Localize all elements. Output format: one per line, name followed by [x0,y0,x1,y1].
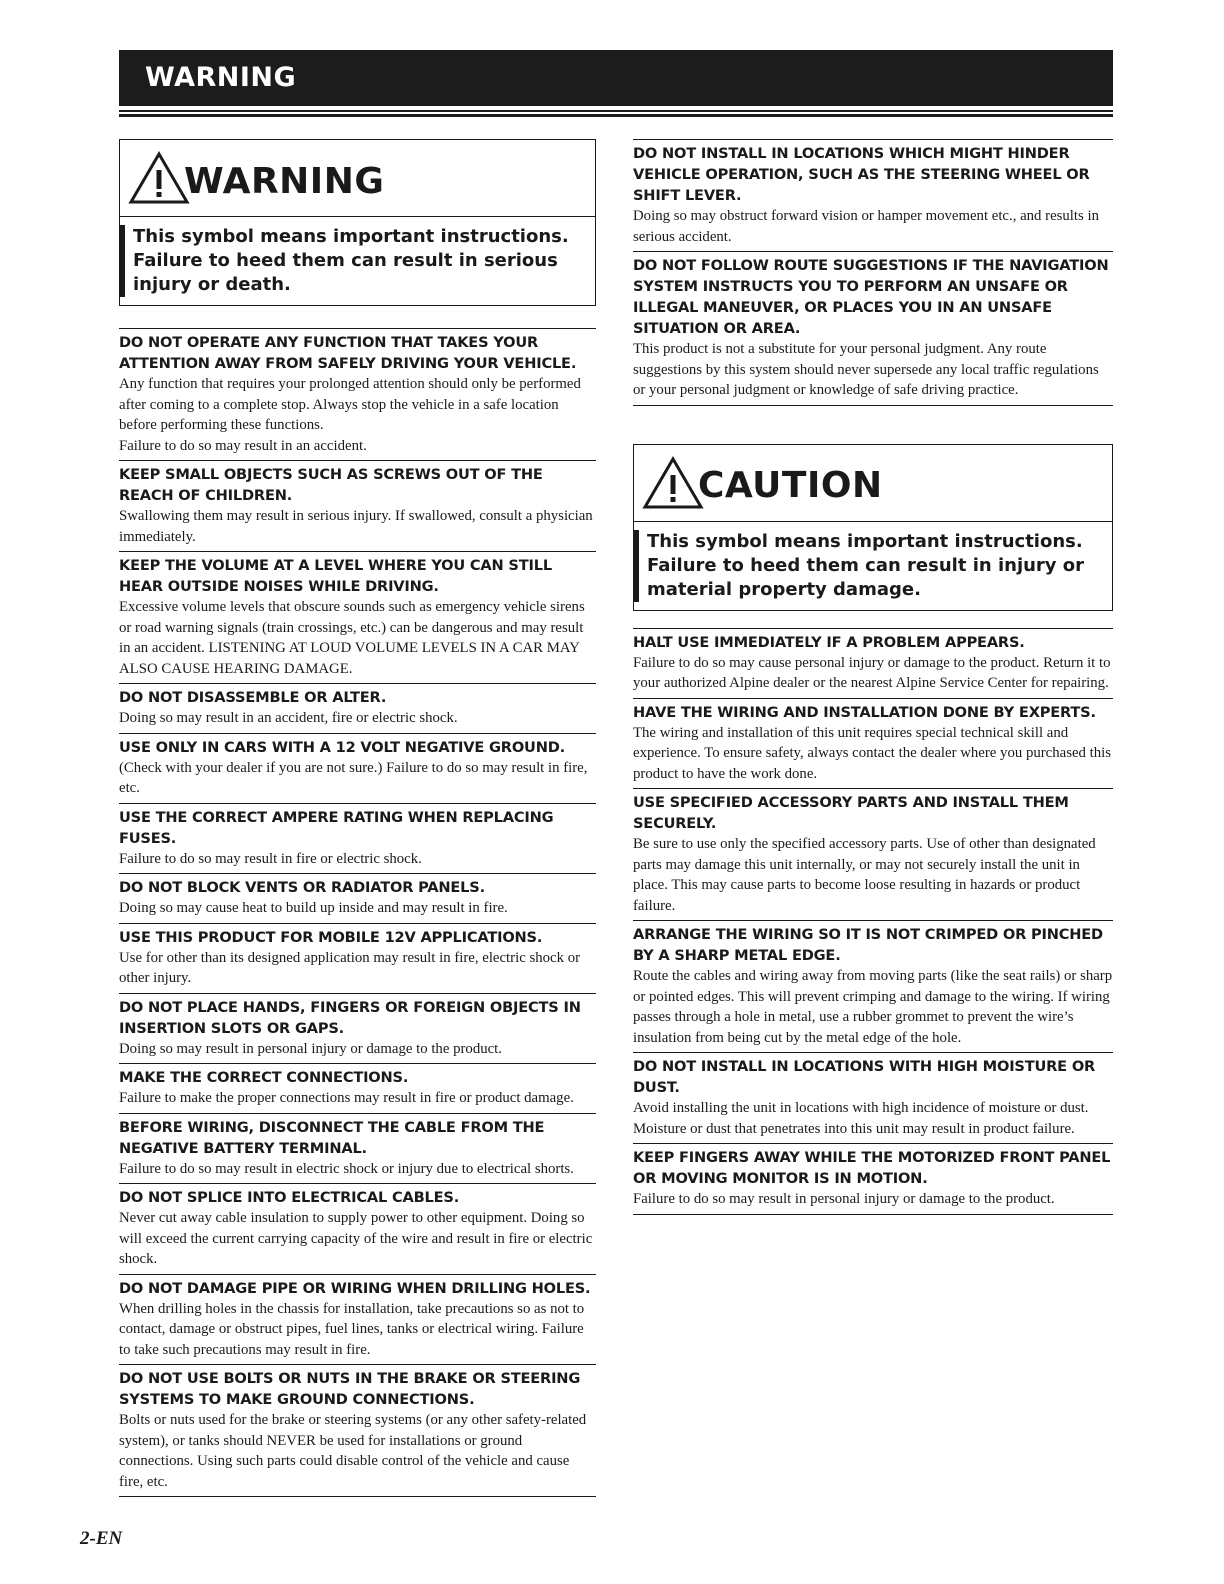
warning-item-title: BEFORE WIRING, DISCONNECT THE CABLE FROM THE NEGATIVE BATTERY TERMINAL. [119,1118,545,1157]
warning-item [633,251,1113,406]
caution-description: This symbol means important instructions. Failure to heed them can result in injury or material property damage. [647,530,1085,600]
warning-symbol-box [119,139,596,306]
caution-item [633,698,1113,789]
warning-description: This symbol means important instructions. Failure to heed them can result in serious injury or death. [133,226,569,295]
caution-item-title: DO NOT INSTALL IN LOCATIONS WITH HIGH MOISTURE OR DUST. [633,1058,1096,1096]
caution-item [633,628,1113,698]
caution-item-title: USE SPECIFIED ACCESSORY PARTS AND INSTALL THEM SECURELY. [633,794,1069,832]
warning-item-title: DO NOT SPLICE INTO ELECTRICAL CABLES. [119,1189,460,1206]
caution-triangle-icon [642,456,704,510]
right-column [633,139,1113,1215]
caution-item-body: Failure to do so may cause personal injury or damage to the product. Return it to your authorized Alpine dealer or the nearest Alpine Service Center for repairing. [633,654,1111,691]
caution-symbol-box [633,444,1113,611]
section-title: WARNING [145,62,297,93]
warning-item-title: DO NOT INSTALL IN LOCATIONS WHICH MIGHT HINDER VEHICLE OPERATION, SUCH AS THE STEERING WHEEL OR SHIFT LEVER. [633,145,1090,204]
caution-item [633,920,1113,1052]
warning-item-title: MAKE THE CORRECT CONNECTIONS. [119,1069,409,1086]
warning-item-title: KEEP SMALL OBJECTS SUCH AS SCREWS OUT OF THE REACH OF CHILDREN. [119,466,543,504]
caution-heading: CAUTION [698,465,883,506]
warning-item-body: Failure to make the proper connections may result in fire or product damage. [119,1090,574,1106]
caution-item-body: Be sure to use only the specified accessory parts. Use of other than designated parts may damage this unit internally, or may not securely install the unit in place. This may cause parts to become loose resulting in hazards or product failure. [633,836,1096,914]
warning-item-title: USE ONLY IN CARS WITH A 12 VOLT NEGATIVE GROUND. [119,738,565,756]
section-banner [119,50,1113,106]
warning-item-body: When drilling holes in the chassis for installation, take precautions so as not to contact, damage or obstruct pipes, fuel lines, tanks or electrical wiring. Failure to take such precautions may result in fire. [119,1300,585,1358]
warning-item-body: Doing so may result in personal injury or damage to the product. [119,1040,502,1057]
warning-item [119,460,596,551]
warning-item-body: Doing so may result in an accident, fire or electric shock. [119,710,458,726]
warning-item-body: Bolts or nuts used for the brake or steering systems (or any other safety-related system), or tanks should NEVER be used for installations or ground connections. Using such parts could disable control of the vehicle and cause fire, etc. [119,1412,587,1490]
warning-item [119,328,596,460]
warning-item-body: (Check with your dealer if you are not sure.) Failure to do so may result in fire, etc. [119,759,588,796]
warning-item [119,1274,596,1365]
warning-item [119,551,596,683]
caution-item-body: Avoid installing the unit in locations with high incidence of moisture or dust. Moisture or dust that penetrates into this unit may result in product failure. [633,1100,1089,1137]
warning-item-body: Failure to do so may result in an accident. [119,437,367,454]
warning-item [119,923,596,993]
page-number: 2-EN [80,1528,123,1549]
accent-bar [634,530,639,602]
warning-item-body: Failure to do so may result in electric shock or injury due to electrical shorts. [119,1160,574,1177]
caution-item-body: Route the cables and wiring away from moving parts (like the seat rails) or sharp or pointed edges. This will prevent crimping and damage to the wiring. If wiring passes through a hole in metal, use a rubber grommet to prevent the wire’s insulation from being cut by the metal edge of the hole. [633,968,1113,1046]
warning-item-body: Doing so may cause heat to build up inside and may result in fire. [119,900,508,916]
caution-item-title: ARRANGE THE WIRING SO IT IS NOT CRIMPED OR PINCHED BY A SHARP METAL EDGE. [633,926,1103,964]
warning-item-title: DO NOT OPERATE ANY FUNCTION THAT TAKES YOUR ATTENTION AWAY FROM SAFELY DRIVING YOUR VEHICLE. [119,334,577,372]
warning-item [119,1063,596,1113]
left-column [119,139,596,1497]
warning-item-title: USE THIS PRODUCT FOR MOBILE 12V APPLICATIONS. [119,928,543,946]
caution-item-title: KEEP FINGERS AWAY WHILE THE MOTORIZED FRONT PANEL OR MOVING MONITOR IS IN MOTION. [633,1149,1111,1187]
warning-item [119,873,596,923]
warning-item-title: DO NOT BLOCK VENTS OR RADIATOR PANELS. [119,879,485,896]
warning-item-body: Use for other than its designed application may result in fire, electric shock or other injury. [119,949,581,986]
caution-list [633,628,1113,1215]
banner-rule [119,114,1113,117]
caution-description-block [634,522,1112,610]
warning-item [119,1113,596,1184]
warning-item-title: KEEP THE VOLUME AT A LEVEL WHERE YOU CAN STILL HEAR OUTSIDE NOISES WHILE DRIVING. [119,557,552,595]
warning-description-block [120,217,595,305]
caution-item-title: HAVE THE WIRING AND INSTALLATION DONE BY EXPERTS. [633,703,1096,721]
warning-item-title: DO NOT PLACE HANDS, FINGERS OR FOREIGN OBJECTS IN INSERTION SLOTS OR GAPS. [119,998,581,1037]
warning-item [119,683,596,733]
warning-item-title: DO NOT DAMAGE PIPE OR WIRING WHEN DRILLING HOLES. [119,1279,591,1297]
accent-bar [120,225,125,297]
warning-list-left [119,328,596,1497]
warning-heading: WARNING [184,160,385,202]
warning-symbol-header [120,140,595,217]
warning-item-body: This product is not a substitute for your personal judgment. Any route suggestions by this system should never supersede any local traffic regulations or your personal judgment or knowledge of safe driving practice. [633,341,1099,398]
caution-item [633,788,1113,920]
caution-item-title: HALT USE IMMEDIATELY IF A PROBLEM APPEARS. [633,633,1025,651]
warning-item [119,733,596,803]
warning-item [119,1183,596,1274]
warning-item-body: Any function that requires your prolonged attention should only be performed after coming to a complete stop. Always stop the vehicle in a safe location before performing these functions. [119,376,581,433]
warning-item-title: DO NOT USE BOLTS OR NUTS IN THE BRAKE OR STEERING SYSTEMS TO MAKE GROUND CONNECTIONS. [119,1370,581,1408]
warning-item-body: Swallowing them may result in serious injury. If swallowed, consult a physician immediately. [119,508,593,545]
warning-item-body: Failure to do so may result in fire or electric shock. [119,850,422,867]
warning-item [119,1364,596,1497]
warning-item [119,993,596,1064]
warning-item-title: DO NOT DISASSEMBLE OR ALTER. [119,689,387,706]
caution-item [633,1143,1113,1215]
banner-rule [119,110,1113,112]
warning-item [633,139,1113,251]
warning-item-title: USE THE CORRECT AMPERE RATING WHEN REPLACING FUSES. [119,808,554,847]
warning-item-body: Doing so may obstruct forward vision or hamper movement etc., and results in serious accident. [633,208,1100,245]
warning-item-body: Never cut away cable insulation to supply power to other equipment. Doing so will exceed the current carrying capacity of the wire and result in fire or electric shock. [119,1210,593,1267]
caution-item-body: The wiring and installation of this unit requires special technical skill and experience. To ensure safety, always contact the dealer where you purchased this product to have the work done. [633,724,1112,782]
caution-symbol-header [634,445,1112,522]
warning-list-right [633,139,1113,406]
warning-item-title: DO NOT FOLLOW ROUTE SUGGESTIONS IF THE NAVIGATION SYSTEM INSTRUCTS YOU TO PERFORM AN UNSAFE OR ILLEGAL MANEUVER, OR PLACES YOU IN AN UNSAFE SITUATION OR AREA. [633,257,1109,337]
warning-item-body: Excessive volume levels that obscure sounds such as emergency vehicle sirens or road warning signals (train crossings, etc.) can be dangerous and may result in an accident. LISTENING AT LOUD VOLUME LEVELS IN A CAR MAY ALSO CAUSE HEARING DAMAGE. [119,599,585,677]
warning-triangle-icon [128,151,190,205]
caution-item-body: Failure to do so may result in personal injury or damage to the product. [633,1191,1055,1207]
warning-item [119,803,596,874]
caution-item [633,1052,1113,1143]
